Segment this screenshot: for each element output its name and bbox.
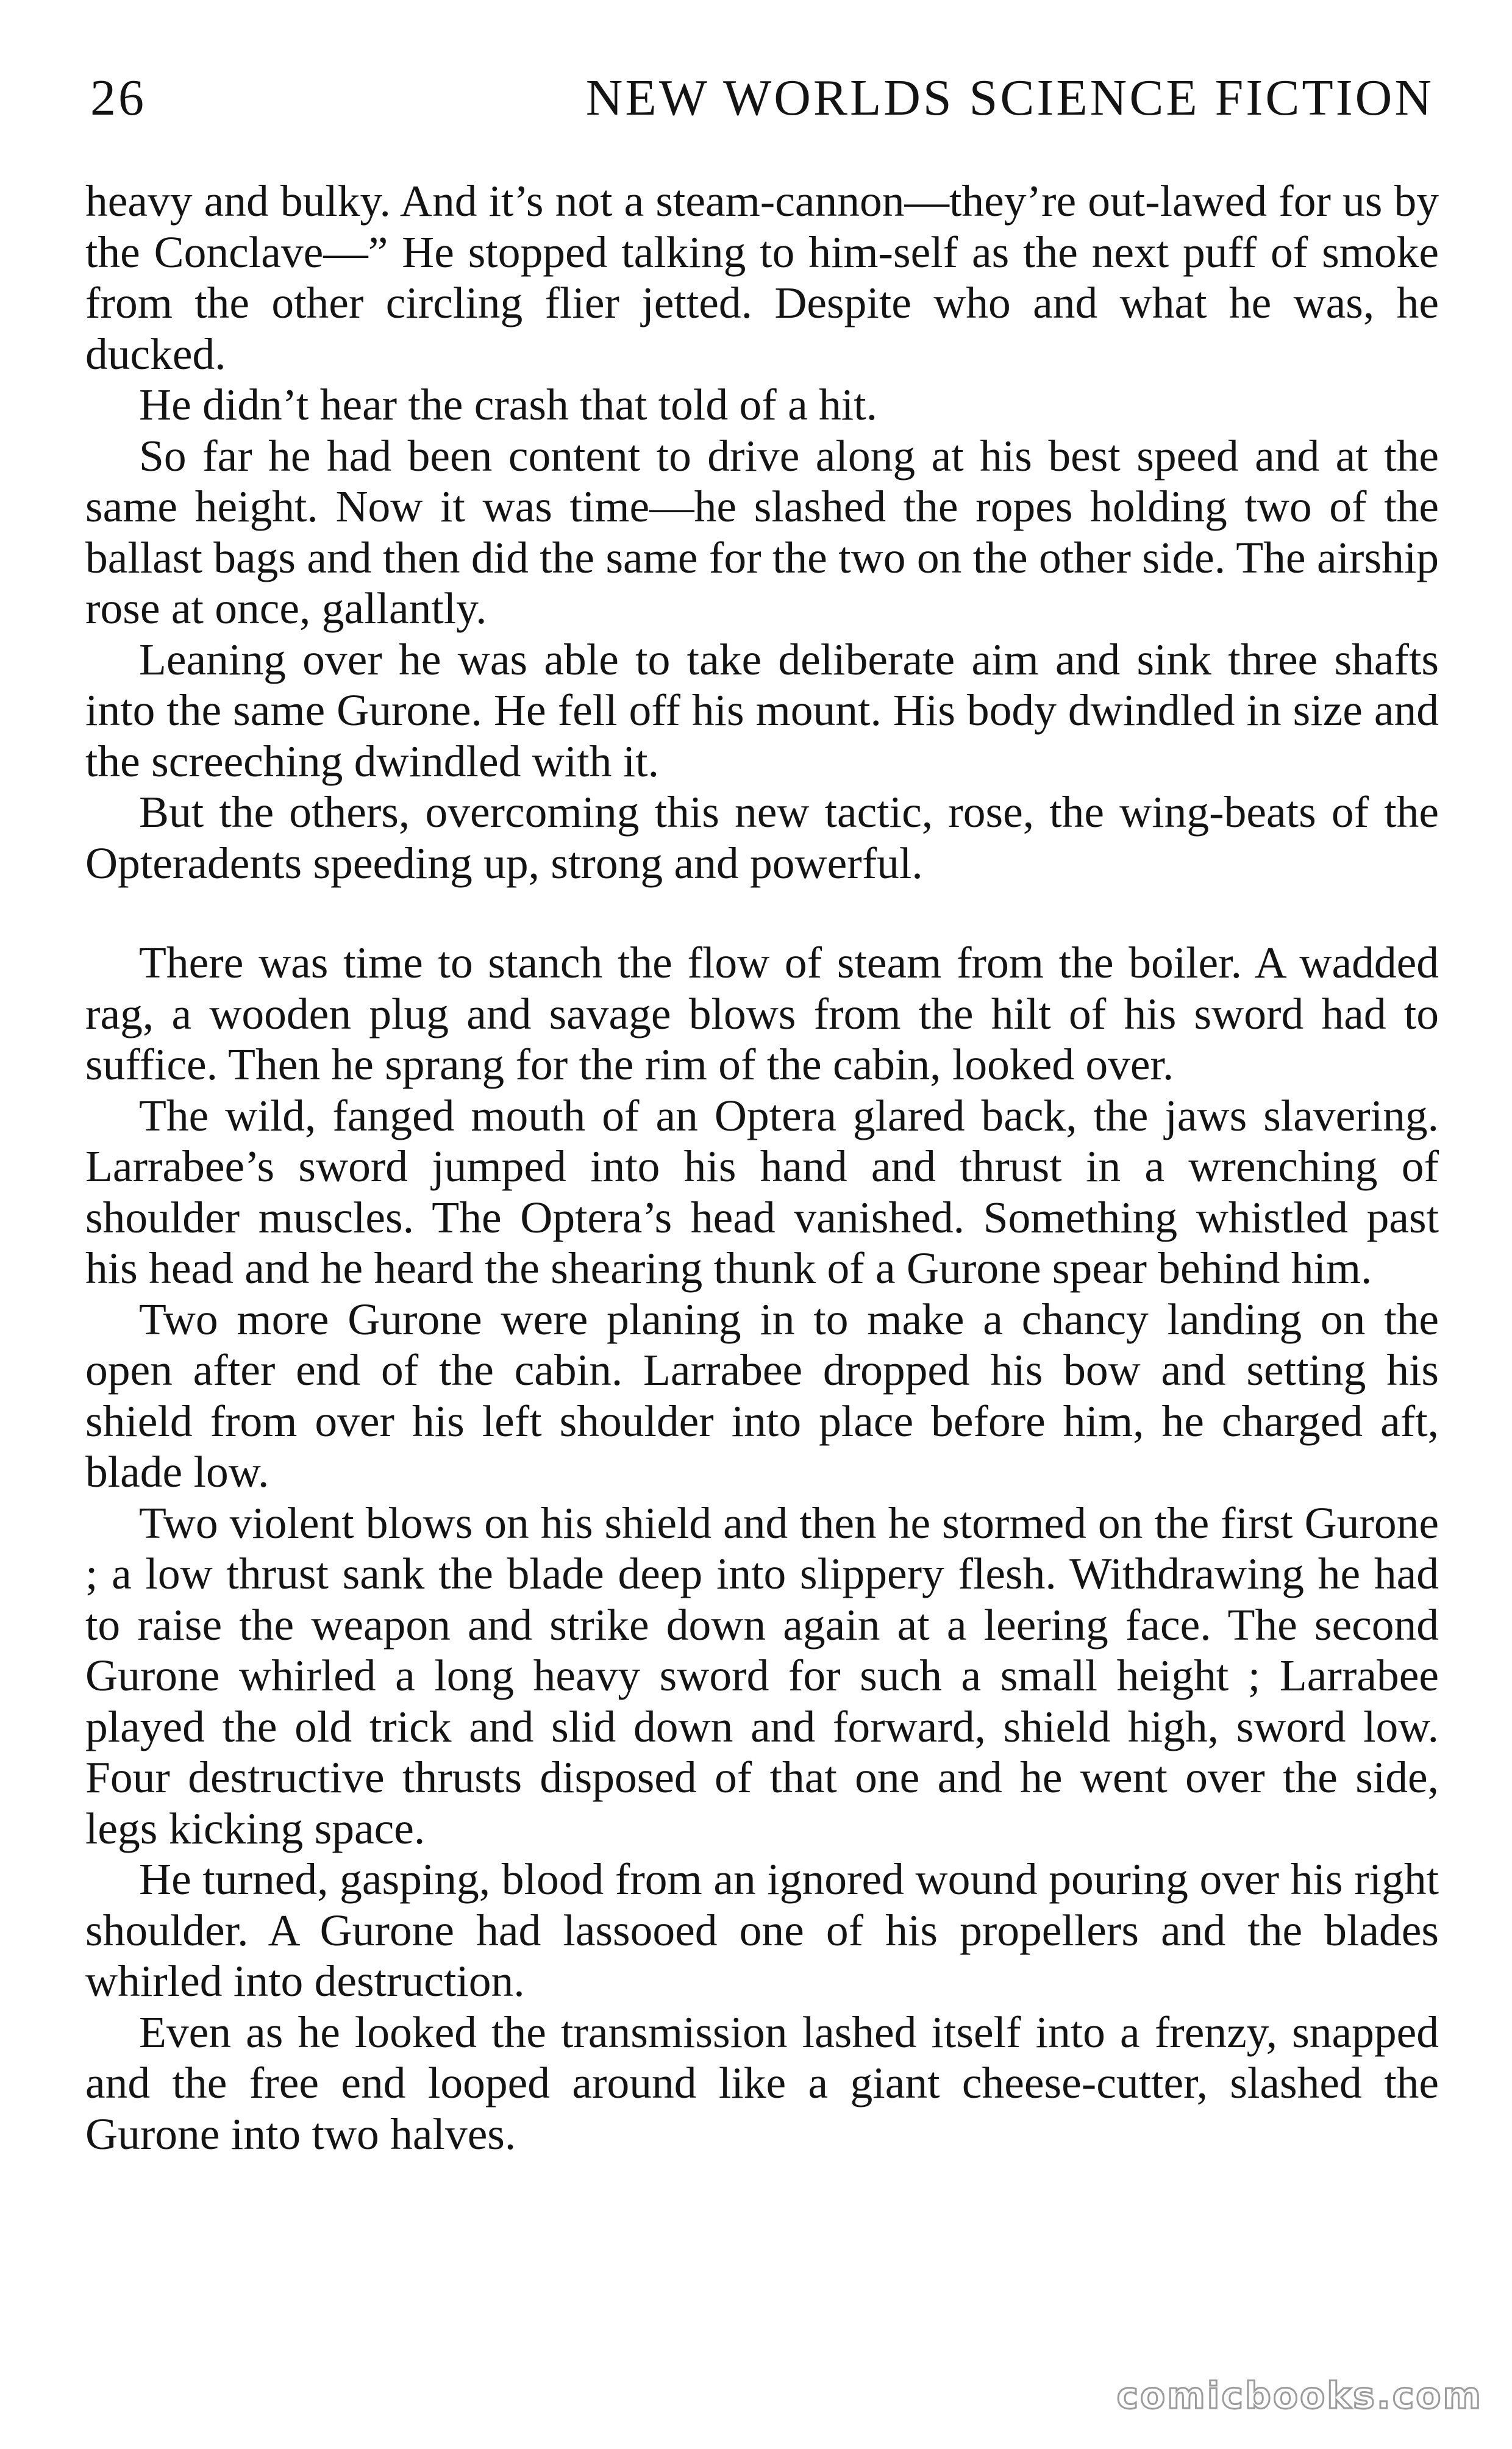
- running-head: NEW WORLDS SCIENCE FICTION: [585, 70, 1434, 126]
- watermark: comicbooks.com: [1116, 2375, 1483, 2417]
- paragraph: heavy and bulky. And it’s not a steam-cannon—they’re out-lawed for us by the Conclave—” He stopped talking to him-self as the next puff of smoke from the other circling flier jetted. Despite who and what he was, he ducked.: [85, 176, 1439, 379]
- page-header: [90, 68, 1434, 135]
- story-text: [85, 176, 1439, 2159]
- paragraph: Two more Gurone were planing in to make a chancy landing on the open after end of the cabin. Larrabee dropped his bow and setting his shield from over his left shoulder into place before him, he charged aft, blade low.: [85, 1294, 1439, 1496]
- paragraph: Even as he looked the transmission lashed itself into a frenzy, snapped and the free end looped around like a giant cheese-cutter, slashed the Gurone into two halves.: [85, 2007, 1439, 2159]
- paragraph: So far he had been content to drive along at his best speed and at the same height. Now it was time—he slashed the ropes holding two of the ballast bags and then did the same for the two on the other side. The airship rose at once, gallantly.: [85, 431, 1439, 633]
- paragraph: Two violent blows on his shield and then he stormed on the first Gurone ; a low thrust sank the blade deep into slippery flesh. Withdrawing he had to raise the weapon and strike down again at a leering face. The second Gurone whirled a long heavy sword for such a small height ; Larrabee played the old trick and slid down and forward, shield high, sword low. Four destructive thrusts disposed of that one and he went over the side, legs kicking space.: [85, 1498, 1439, 1853]
- paragraph-section-start: There was time to stanch the flow of steam from the boiler. A wadded rag, a wooden plug and savage blows from the hilt of his sword had to suffice. Then he sprang for the rim of the cabin, looked over.: [85, 938, 1439, 1089]
- paragraph: Leaning over he was able to take deliberate aim and sink three shafts into the same Gurone. He fell off his mount. His body dwindled in size and the screeching dwindled with it.: [85, 634, 1439, 786]
- page-number: 26: [90, 70, 146, 126]
- paragraph: He didn’t hear the crash that told of a hit.: [139, 380, 878, 429]
- paragraph: But the others, overcoming this new tactic, rose, the wing-beats of the Opteradents speeding up, strong and powerful.: [85, 787, 1439, 888]
- paragraph: The wild, fanged mouth of an Optera glared back, the jaws slavering. Larrabee’s sword jumped into his hand and thrust in a wrenching of shoulder muscles. The Optera’s head vanished. Something whistled past his head and he heard the shearing thunk of a Gurone spear behind him.: [85, 1090, 1439, 1293]
- paragraph: He turned, gasping, blood from an ignored wound pouring over his right shoulder. A Gurone had lassooed one of his propellers and the blades whirled into destruction.: [85, 1854, 1439, 2006]
